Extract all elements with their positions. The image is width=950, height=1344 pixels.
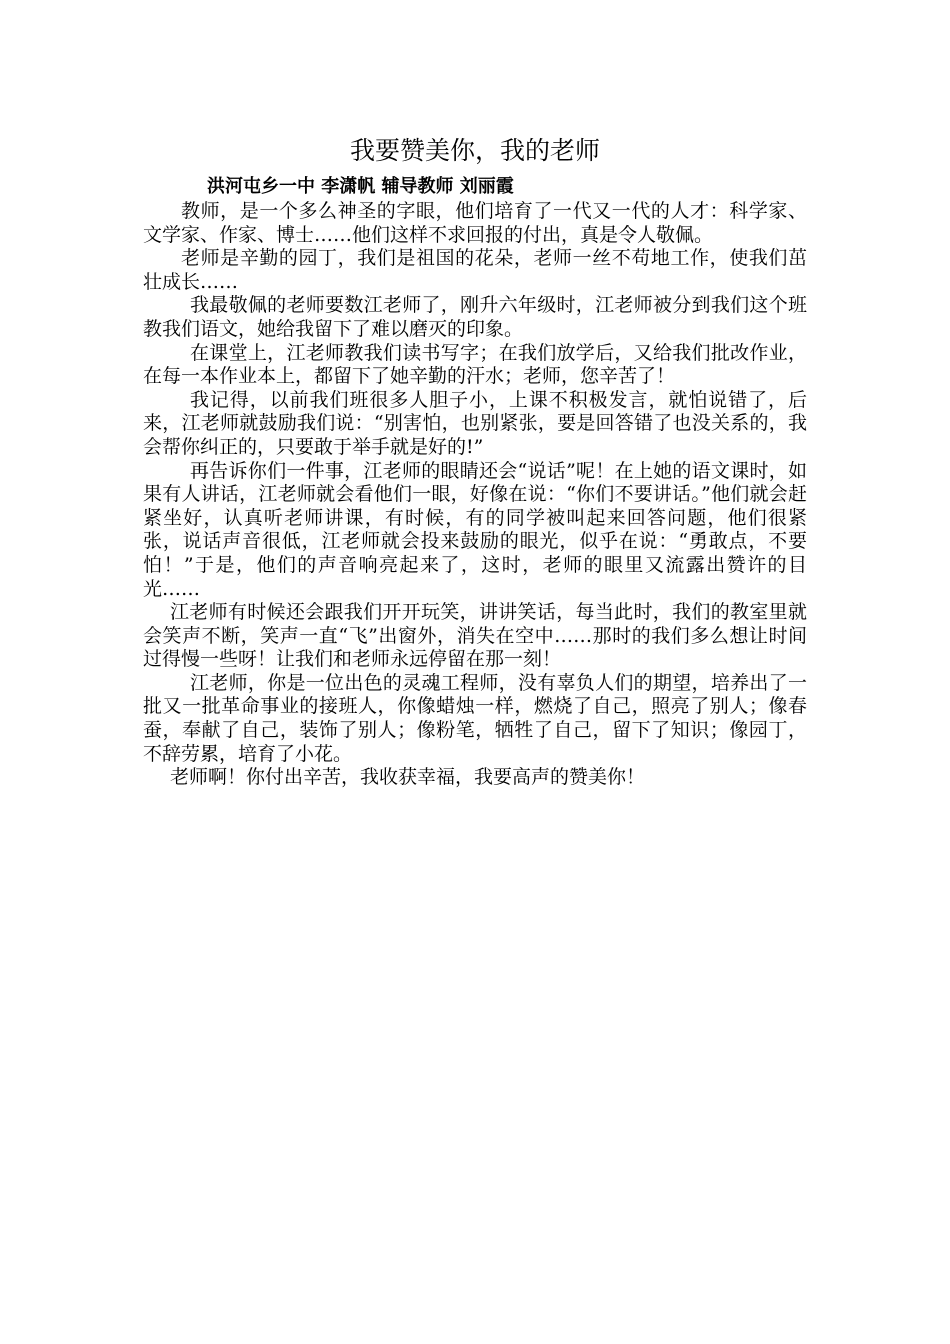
author-byline: 洪河屯乡一中 李潇帆 辅导教师 刘丽霞 bbox=[207, 176, 514, 197]
essay-body bbox=[143, 200, 807, 790]
paragraph-4: 在课堂上，江老师教我们读书写字；在我们放学后，又给我们批改作业，在每一本作业本上，都留下了她辛勤的汗水；老师，您辛苦了！ bbox=[143, 341, 807, 388]
paragraph-3: 我最敬佩的老师要数江老师了，刚升六年级时，江老师被分到我们这个班教我们语文，她给我留下了难以磨灭的印象。 bbox=[143, 294, 807, 340]
paragraph-7: 江老师有时候还会跟我们开开玩笑，讲讲笑话，每当此时，我们的教室里就会笑声不断，笑声一直“飞”出窗外，消失在空中……那时的我们多么想让时间过得慢一些呀！让我们和老师永远停留在那一刻！ bbox=[143, 601, 807, 671]
paragraph-2: 老师是辛勤的园丁，我们是祖国的花朵，老师一丝不苟地工作，使我们茁壮成长…… bbox=[143, 247, 807, 293]
paragraph-6: 再告诉你们一件事，江老师的眼睛还会“说话”呢！在上她的语文课时，如果有人讲话，江老师就会看他们一眼，好像在说：“你们不要讲话。”他们就会赶紧坐好，认真听老师讲课，有时候，有的同学被叫起来回答问题，他们很紧张，说话声音很低，江老师就会投来鼓励的眼光，似乎在说：“勇敢点，不要怕！”于是，他们的声音响亮起来了，这时，老师的眼里又流露出赞许的目光…… bbox=[143, 459, 807, 600]
paragraph-5: 我记得，以前我们班很多人胆子小，上课不积极发言，就怕说错了，后来，江老师就鼓励我们说：“别害怕，也别紧张，要是回答错了也没关系的，我会帮你纠正的，只要敢于举手就是好的!” bbox=[143, 388, 807, 458]
paragraph-8: 江老师，你是一位出色的灵魂工程师，没有辜负人们的期望，培养出了一批又一批革命事业的接班人，你像蜡烛一样，燃烧了自己，照亮了别人；像春蚕，奉献了自己，装饰了别人；像粉笔，牺牲了自己，留下了知识；像园丁，不辞劳累，培育了小花。 bbox=[143, 671, 807, 765]
essay-title: 我要赞美你，我的老师 bbox=[349, 136, 600, 165]
paragraph-1: 教师，是一个多么神圣的字眼，他们培育了一代又一代的人才：科学家、文学家、作家、博士……他们这样不求回报的付出，真是令人敬佩。 bbox=[143, 200, 807, 246]
paragraph-9: 老师啊！你付出辛苦，我收获幸福，我要高声的赞美你！ bbox=[170, 766, 646, 789]
